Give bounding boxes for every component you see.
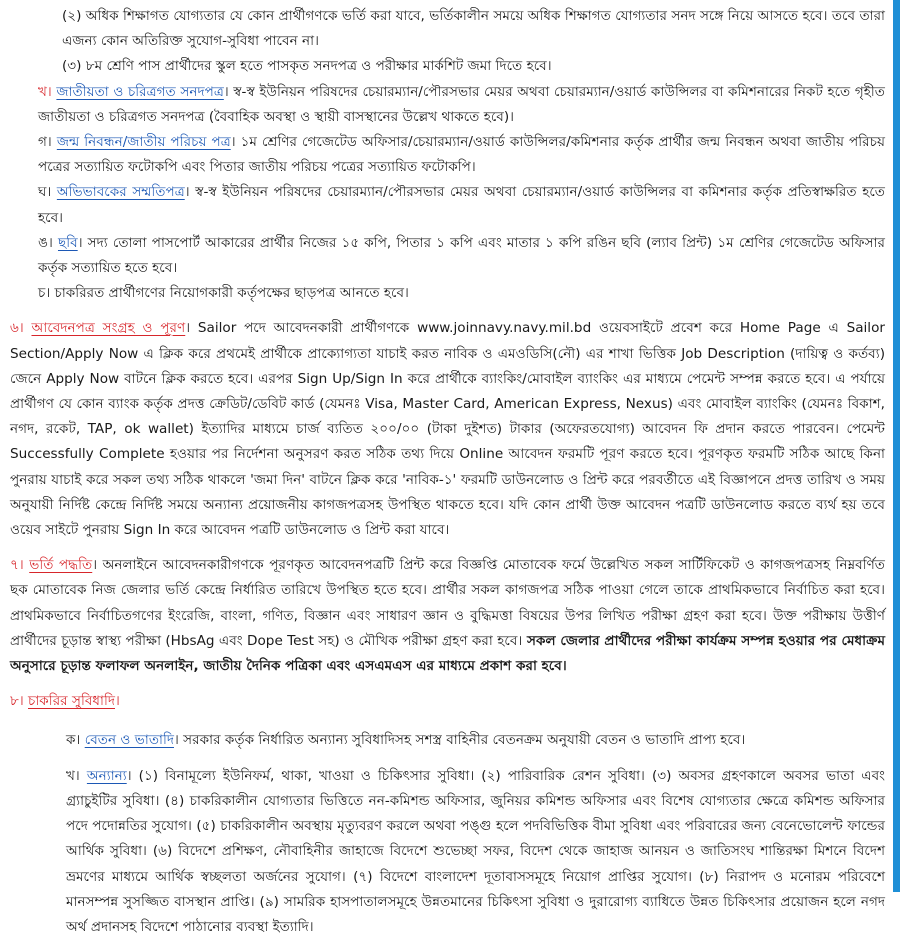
section-7 bbox=[10, 553, 885, 679]
sub-item-uma bbox=[10, 231, 885, 281]
item-text: । (১) বিনামূল্যে ইউনিফর্ম, থাকা, খাওয়া ও চিকিৎসার সুবিধা। (২) পারিবারিক রেশন সুবিধা। (৩) অবসর গ্রহণকালে অবসর ভাতা এবং গ্র্যাচুইটির সুবিধা। (৪) চাকরিকালীন যোগ্যতার ভিত্তিতে নন-কমিশন্ড অফিসার, জুনিয়র কমিশন্ড অফিসার এবং বিশেষ যোগ্যতার ক্ষেত্রে কমিশন্ড অফিসার পদে পদোন্নতির সুযোগ। (৫) চাকরিকালীন অবস্থায় মৃত্যুবরণ করলে অথবা পঙ্গু হলে পদবিভিত্তিক বীমা সুবিধা এবং পরিবারের জন্য বেনেভোলেন্ট ফান্ডের আর্থিক সুবিধা। (৬) বিদেশে প্রশিক্ষণ, নৌবাহিনীর জাহাজে বিদেশে শুভেচ্ছা সফর, বিদেশ থেকে জাহাজ আনয়ন ও জাতিসংঘ শান্তিরক্ষা মিশনে বিদেশ ভ্রমণের মাধ্যমে আর্থিক স্বচ্ছলতা অর্জনের সুযোগ। (৭) বিদেশে বাংলাদেশ দূতাবাসসমূহে নিয়োগ প্রাপ্তির সুযোগ। (৮) নিরাপদ ও মনোরম পরিবেশে মানসম্পন্ন সুসজ্জিত বাসস্থান প্রাপ্তি। (৯) সামরিক হাসপাতালসমূহে উন্নতমানের চিকিৎসা সুবিধা ও দুরারোগ্য ব্যাধিতে উন্নত চিকিৎসার প্রয়োজন হলে নগদ অর্থ প্রদানসহ বিদেশে পাঠানোর ব্যবস্থা ইত্যাদি। bbox=[66, 767, 885, 935]
sub-item-kha bbox=[10, 80, 885, 130]
item-title: ছবি bbox=[57, 234, 78, 251]
item-title: বেতন ও ভাতাদি bbox=[84, 732, 174, 749]
section-number: ৬। bbox=[10, 320, 24, 337]
paragraph-qualification-3: (৩) ৮ম শ্রেণি পাস প্রার্থীদের স্কুল হতে পাসকৃত সনদপত্র ও পরীক্ষার মার্কশিট জমা দিতে হবে। bbox=[62, 58, 552, 75]
item-title: অভিভাবকের সম্মতিপত্র bbox=[56, 184, 185, 201]
item-title: জন্ম নিবন্ধন/জাতীয় পরিচয় পত্র bbox=[56, 134, 231, 151]
paragraph-application bbox=[10, 316, 885, 543]
sub-item-cha bbox=[10, 281, 885, 306]
sub-item-gha bbox=[10, 180, 885, 230]
item-lead: ঘ। bbox=[38, 184, 52, 201]
paragraph-birth-registration bbox=[38, 130, 885, 180]
item-lead: খ। bbox=[38, 83, 52, 100]
item-lead: খ। bbox=[66, 767, 80, 784]
paragraph-nationality bbox=[38, 80, 885, 130]
section-title: চাকরির সুবিধাদি bbox=[28, 693, 115, 710]
item-lead: ক। bbox=[66, 732, 81, 749]
paragraph-other-benefits bbox=[66, 764, 885, 940]
item-lead: গ। bbox=[38, 134, 52, 151]
section-number: ৭। bbox=[10, 557, 24, 574]
item-text: । স্ব-স্ব ইউনিয়ন পরিষদের চেয়ারম্যান/পৌরসভার মেয়র অথবা চেয়ারম্যান/ওয়ার্ড কাউন্সিলর বা কমিশনার কর্তৃক প্রতিস্বাক্ষরিত হতে হবে। bbox=[38, 184, 886, 226]
item-lead: ঙ। bbox=[38, 234, 53, 251]
page-edge-stripe bbox=[893, 0, 900, 892]
paragraph-photo bbox=[38, 231, 885, 281]
section-text: । অনলাইনে আবেদনকারীগণকে পূরণকৃত আবেদনপত্রটি প্রিন্ট করে বিজ্ঞপ্তি মোতাবেক ফর্মে উল্লেখিত সকল সার্টিফিকেট ও কাগজপত্রসহ নিম্নবর্ণিত ছক মোতাবেক নিজ জেলার ভর্তি কেন্দ্রে নির্ধারিত তারিখে উপস্থিত হতে হবে। প্রার্থীর সকল কাগজপত্র সঠিক পাওয়া গেলে তাকে প্রাথমিকভাবে নির্বাচিত করা হবে। প্রাথমিকভাবে নির্বাচিতগণের ইংরেজি, বাংলা, গণিত, বিজ্ঞান এবং সাধারণ জ্ঞান ও বুদ্ধিমত্তা বিষয়ের উপর লিখিত পরীক্ষা গ্রহণ করা হবে। উক্ত পরীক্ষায় উত্তীর্ণ প্রার্থীদের চূড়ান্ত স্বাস্থ্য পরীক্ষা (HbsAg এবং Dope Test সহ) ও মৌখিক পরীক্ষা গ্রহণ করা হবে। bbox=[10, 557, 885, 649]
spacer bbox=[10, 714, 885, 728]
spacer bbox=[10, 754, 885, 764]
section-title-end: । bbox=[115, 693, 120, 710]
item-text: । ১ম শ্রেণির গেজেটেড অফিসার/চেয়ারম্যান/ওয়ার্ড কাউন্সিলর/কমিশনার কর্তৃক প্রার্থীর জন্ম নিবন্ধন অথবা জাতীয় পরিচয় পত্রের সত্যায়িত ফটোকপি এবং পিতার জাতীয় পরিচয় পত্রের সত্যায়িত ফটোকপি। bbox=[38, 134, 885, 176]
item-title: জাতীয়তা ও চরিত্রগত সনদপত্র bbox=[56, 83, 224, 100]
section-title: আবেদনপত্র সংগ্রহ ও পূরণ bbox=[31, 320, 186, 337]
section-number: ৮। bbox=[10, 693, 24, 710]
paragraph-salary bbox=[66, 728, 885, 753]
section-heading bbox=[10, 689, 885, 714]
section-6 bbox=[10, 316, 885, 543]
section-bold-text: সকল জেলার প্রার্থীদের পরীক্ষা কার্যক্রম সম্পন্ন হওয়ার পর মেধাক্রম অনুসারে চূড়ান্ত ফলাফল অনলাইন, জাতীয় দৈনিক পত্রিকা এবং এসএমএস এর মাধ্যমে প্রকাশ করা হবে। bbox=[10, 632, 885, 675]
section-title: ভর্তি পদ্ধতি bbox=[29, 557, 93, 574]
paragraph-clearance: চ। চাকরিরত প্রার্থীগণের নিয়োগকারী কর্তৃপক্ষের ছাড়পত্র আনতে হবে। bbox=[38, 285, 409, 302]
sub-item-salary bbox=[10, 728, 885, 753]
sub-item-other-benefits bbox=[10, 764, 885, 940]
sub-item-ga bbox=[10, 130, 885, 180]
item-text: । সদ্য তোলা পাসপোর্ট আকারের প্রার্থীর নিজের ১৫ কপি, পিতার ১ কপি এবং মাতার ১ কপি রঙিন ছবি (ল্যাব প্রিন্ট) ১ম শ্রেণির গেজেটেড অফিসার কর্তৃক সত্যায়িত হতে হবে। bbox=[38, 234, 885, 277]
spacer bbox=[10, 543, 885, 553]
section-text: । Sailor পদে আবেদনকারী প্রার্থীগণকে www.joinnavy.navy.mil.bd ওয়েবসাইটে প্রবেশ করে Home Page এ Sailor Section/Apply Now এ ক্লিক করে প্রথমেই প্রার্থীকে প্রাক্যোগ্যতা যাচাই করত নাবিক ও এমওডিসি(নৌ) এর শাখা ভিত্তিক Job Description (দায়িত্ব ও কর্তব্য) জেনে Apply Now বাটনে ক্লিক করতে হবে। এরপর Sign Up/Sign In করে প্রার্থীকে ব্যাংকিং/মোবাইল ব্যাংকিং এর মাধ্যমে পেমেন্ট সম্পন্ন করতে হবে। এ পর্যায়ে প্রার্থীগণ যে কোন ব্যাংক কর্তৃক প্রদত্ত ক্রেডিট/ডেবিট কার্ড (যেমনঃ Visa, Master Card, American Express, Nexus) এবং মোবাইল ব্যাংকিং (যেমনঃ বিকাশ, নগদ, রকেট, TAP, ok wallet) ইত্যাদির মাধ্যমে চার্জ ব্যতিত ২০০/০০ (টাকা দুইশত) টাকার (অফেরতযোগ্য) আবেদন ফি প্রদান করতে পারবেন। পেমেন্ট Successfully Complete হওয়ার পর নির্দেশনা অনুসরণ করত সঠিক তথ্য দিয়ে Online আবেদন ফরমটি পূরণ করতে হবে। পূরণকৃত ফরমটি সঠিক আছে কিনা পুনরায় যাচাই করে সকল তথ্য সঠিক থাকলে 'জমা দিন' বাটনে ক্লিক করে 'নাবিক-১' ফরমটি ডাউনলোড ও প্রিন্ট করে পরবর্তীতে এই বিজ্ঞাপনে প্রদত্ত তারিখ ও সময় অনুযায়ী নির্দিষ্ট কেন্দ্রে নির্দিষ্ট সময়ে অন্যান্য প্রয়োজনীয় কাগজপত্রসহ উপস্থিত থাকতে হবে। যদি কোন প্রার্থী উক্ত আবেদন পত্রটি ডাউনলোড করতে ব্যর্থ হয় তবে ওয়েব সাইটে পুনরায় Sign In করে আবেদন পত্রটি ডাউনলোড ও প্রিন্ট করা যাবে। bbox=[10, 320, 885, 539]
item-title: অন্যান্য bbox=[86, 767, 127, 784]
section-8 bbox=[10, 689, 885, 714]
item-text: । স্ব-স্ব ইউনিয়ন পরিষদের চেয়ারম্যান/পৌরসভার মেয়র অথবা চেয়ারম্যান/ওয়ার্ড কাউন্সিলর বা কমিশনারের নিকট হতে গৃহীত জাতীয়তা ও চরিত্রগত সনদপত্র (বৈবাহিক অবস্থা ও স্থায়ী বাসস্থানের উল্লেখ থাকতে হবে)। bbox=[38, 83, 885, 125]
paragraph-qualification-2: (২) অধিক শিক্ষাগত যোগ্যতার যে কোন প্রার্থীগণকে ভর্তি করা যাবে, ভর্তিকালীন সময়ে অধিক শিক্ষাগত যোগ্যতার সনদ সঙ্গে নিয়ে আসতে হবে। তবে তারা এজন্য কোন অতিরিক্ত সুযোগ-সুবিধা পাবেন না। bbox=[62, 8, 885, 50]
section-5-continued bbox=[10, 4, 885, 80]
spacer bbox=[10, 679, 885, 689]
spacer bbox=[10, 306, 885, 316]
paragraph-guardian-consent bbox=[38, 180, 885, 230]
paragraph-admission bbox=[10, 553, 885, 679]
item-text: । সরকার কর্তৃক নির্ধারিত অন্যান্য সুবিধাদিসহ সশস্ত্র বাহিনীর বেতনক্রম অনুযায়ী বেতন ও ভাতাদি প্রাপ্য হবে। bbox=[174, 732, 746, 749]
